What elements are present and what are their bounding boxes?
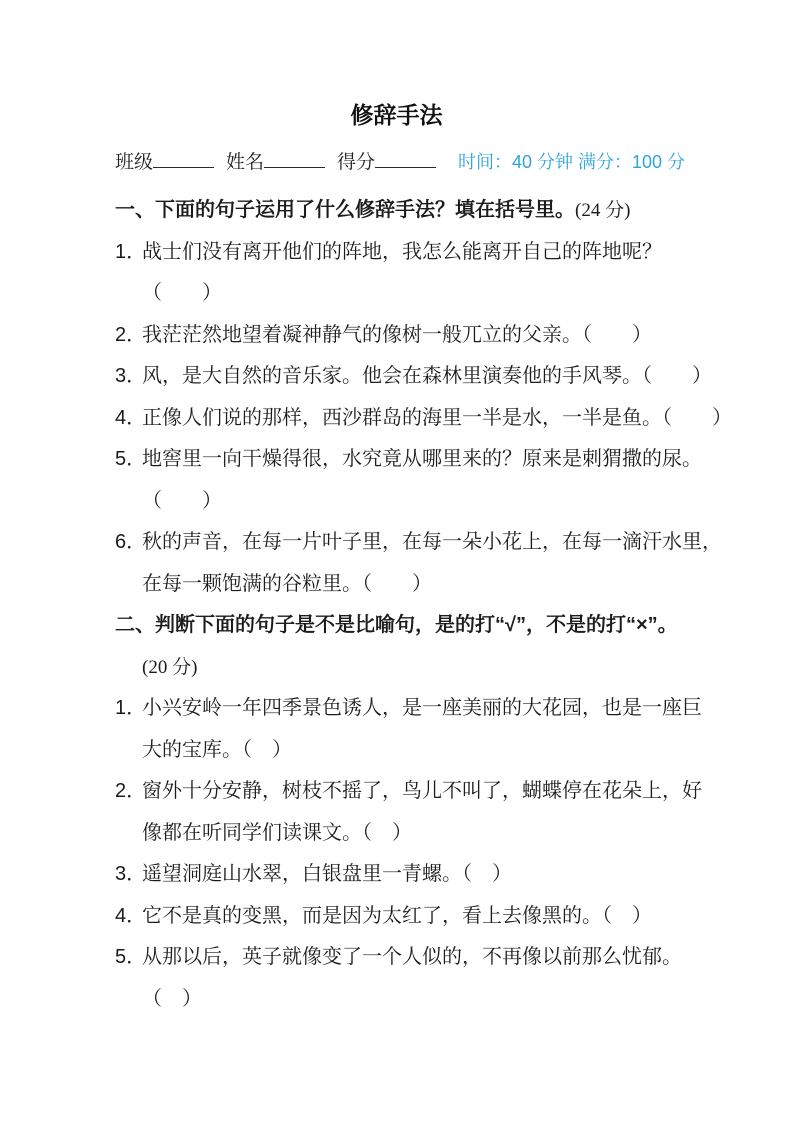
- question-text: 秋的声音，在每一片叶子里，在每一朵小花上，在每一滴汗水里，: [142, 531, 722, 553]
- worksheet-content: [0, 140, 793, 1020]
- question-line: [115, 439, 702, 481]
- question-text: 我茫茫然地望着凝神静气的像树一般兀立的父亲。（ ）: [142, 323, 652, 346]
- question-continuation: 像都在听同学们读课文。（ ）: [142, 821, 412, 844]
- section1-question-3: [115, 356, 712, 398]
- question-line: [115, 232, 685, 274]
- section1-question-2: [115, 315, 685, 357]
- question-number: 1．: [115, 697, 147, 719]
- question-number: 3．: [115, 365, 147, 387]
- header-row: [115, 140, 685, 184]
- question-line: [115, 522, 722, 564]
- question-text: 它不是真的变黑，而是因为太红了，看上去像黑的。（ ）: [142, 904, 652, 927]
- question-line: [115, 771, 702, 813]
- score-blank-line: [375, 151, 436, 168]
- question-number: 4．: [115, 406, 147, 429]
- section2-question-4: [115, 896, 685, 938]
- section2-question-1: [115, 688, 702, 771]
- section1-question-5: [115, 439, 702, 522]
- section2-heading-text: 二、判断下面的句子是不是比喻句，是的打“√”，不是的打“×”。: [115, 614, 678, 636]
- section2-question-2: [115, 771, 702, 854]
- section1-question-1: [115, 232, 685, 315]
- answer-parentheses: （ ）: [142, 489, 222, 512]
- section1-heading: [115, 190, 685, 232]
- question-number: 6．: [115, 531, 147, 553]
- section2-score: (20 分): [142, 656, 198, 678]
- question-text: 风，是大自然的音乐家。他会在森林里演奏他的手风琴。（ ）: [142, 365, 712, 387]
- name-label: 姓名: [225, 152, 264, 173]
- question-line: [115, 356, 712, 398]
- question-number: 2．: [115, 323, 147, 346]
- section2-question-5: [115, 937, 685, 1020]
- question-line: [115, 315, 685, 357]
- question-line: [115, 398, 732, 440]
- question-number: 5．: [115, 946, 147, 968]
- question-line: [115, 854, 685, 896]
- score-label: 得分: [336, 152, 375, 173]
- section2-heading: [115, 605, 685, 647]
- class-label: 班级: [115, 152, 154, 173]
- question-number: 2．: [115, 780, 147, 802]
- question-line: [115, 937, 685, 979]
- question-number: 1．: [115, 240, 147, 263]
- question-text: 战士们没有离开他们的阵地，我怎么能离开自己的阵地呢？: [142, 240, 662, 263]
- question-text: 窗外十分安静，树枝不摇了，鸟儿不叫了，蝴蝶停在花朵上，好: [142, 780, 702, 802]
- question-number: 5．: [115, 448, 147, 470]
- section2-question-3: [115, 854, 685, 896]
- page-title: 修辞手法: [350, 102, 443, 128]
- time-score-info: 时间：40 分钟 满分：100 分: [457, 152, 686, 172]
- answer-parentheses: （ ）: [142, 282, 222, 304]
- question-text: 遥望洞庭山水翠，白银盘里一青螺。（ ）: [142, 863, 512, 885]
- answer-parentheses: （ ）: [142, 987, 202, 1010]
- question-continuation: 大的宝库。（ ）: [142, 738, 292, 761]
- section1-score: (24 分): [575, 200, 631, 221]
- question-text: 小兴安岭一年四季景色诱人，是一座美丽的大花园，也是一座巨: [142, 697, 702, 719]
- section1-question-4: [115, 398, 732, 440]
- question-text: 正像人们说的那样，西沙群岛的海里一半是水，一半是鱼。（ ）: [142, 406, 732, 429]
- question-number: 4．: [115, 904, 147, 927]
- question-text: 从那以后，英子就像变了一个人似的，不再像以前那么忧郁。: [142, 946, 682, 968]
- question-text: 地窖里一向干燥得很，水究竟从哪里来的？原来是刺猬撒的尿。: [142, 448, 702, 470]
- question-number: 3．: [115, 863, 147, 885]
- class-blank-line: [153, 151, 214, 168]
- section1-heading-text: 一、下面的句子运用了什么修辞手法？填在括号里。: [115, 199, 575, 221]
- name-blank-line: [264, 151, 325, 168]
- question-line: [115, 688, 702, 730]
- section1-question-6: [115, 522, 722, 605]
- question-continuation: 在每一颗饱满的谷粒里。（ ）: [142, 572, 432, 595]
- question-line: [115, 896, 685, 938]
